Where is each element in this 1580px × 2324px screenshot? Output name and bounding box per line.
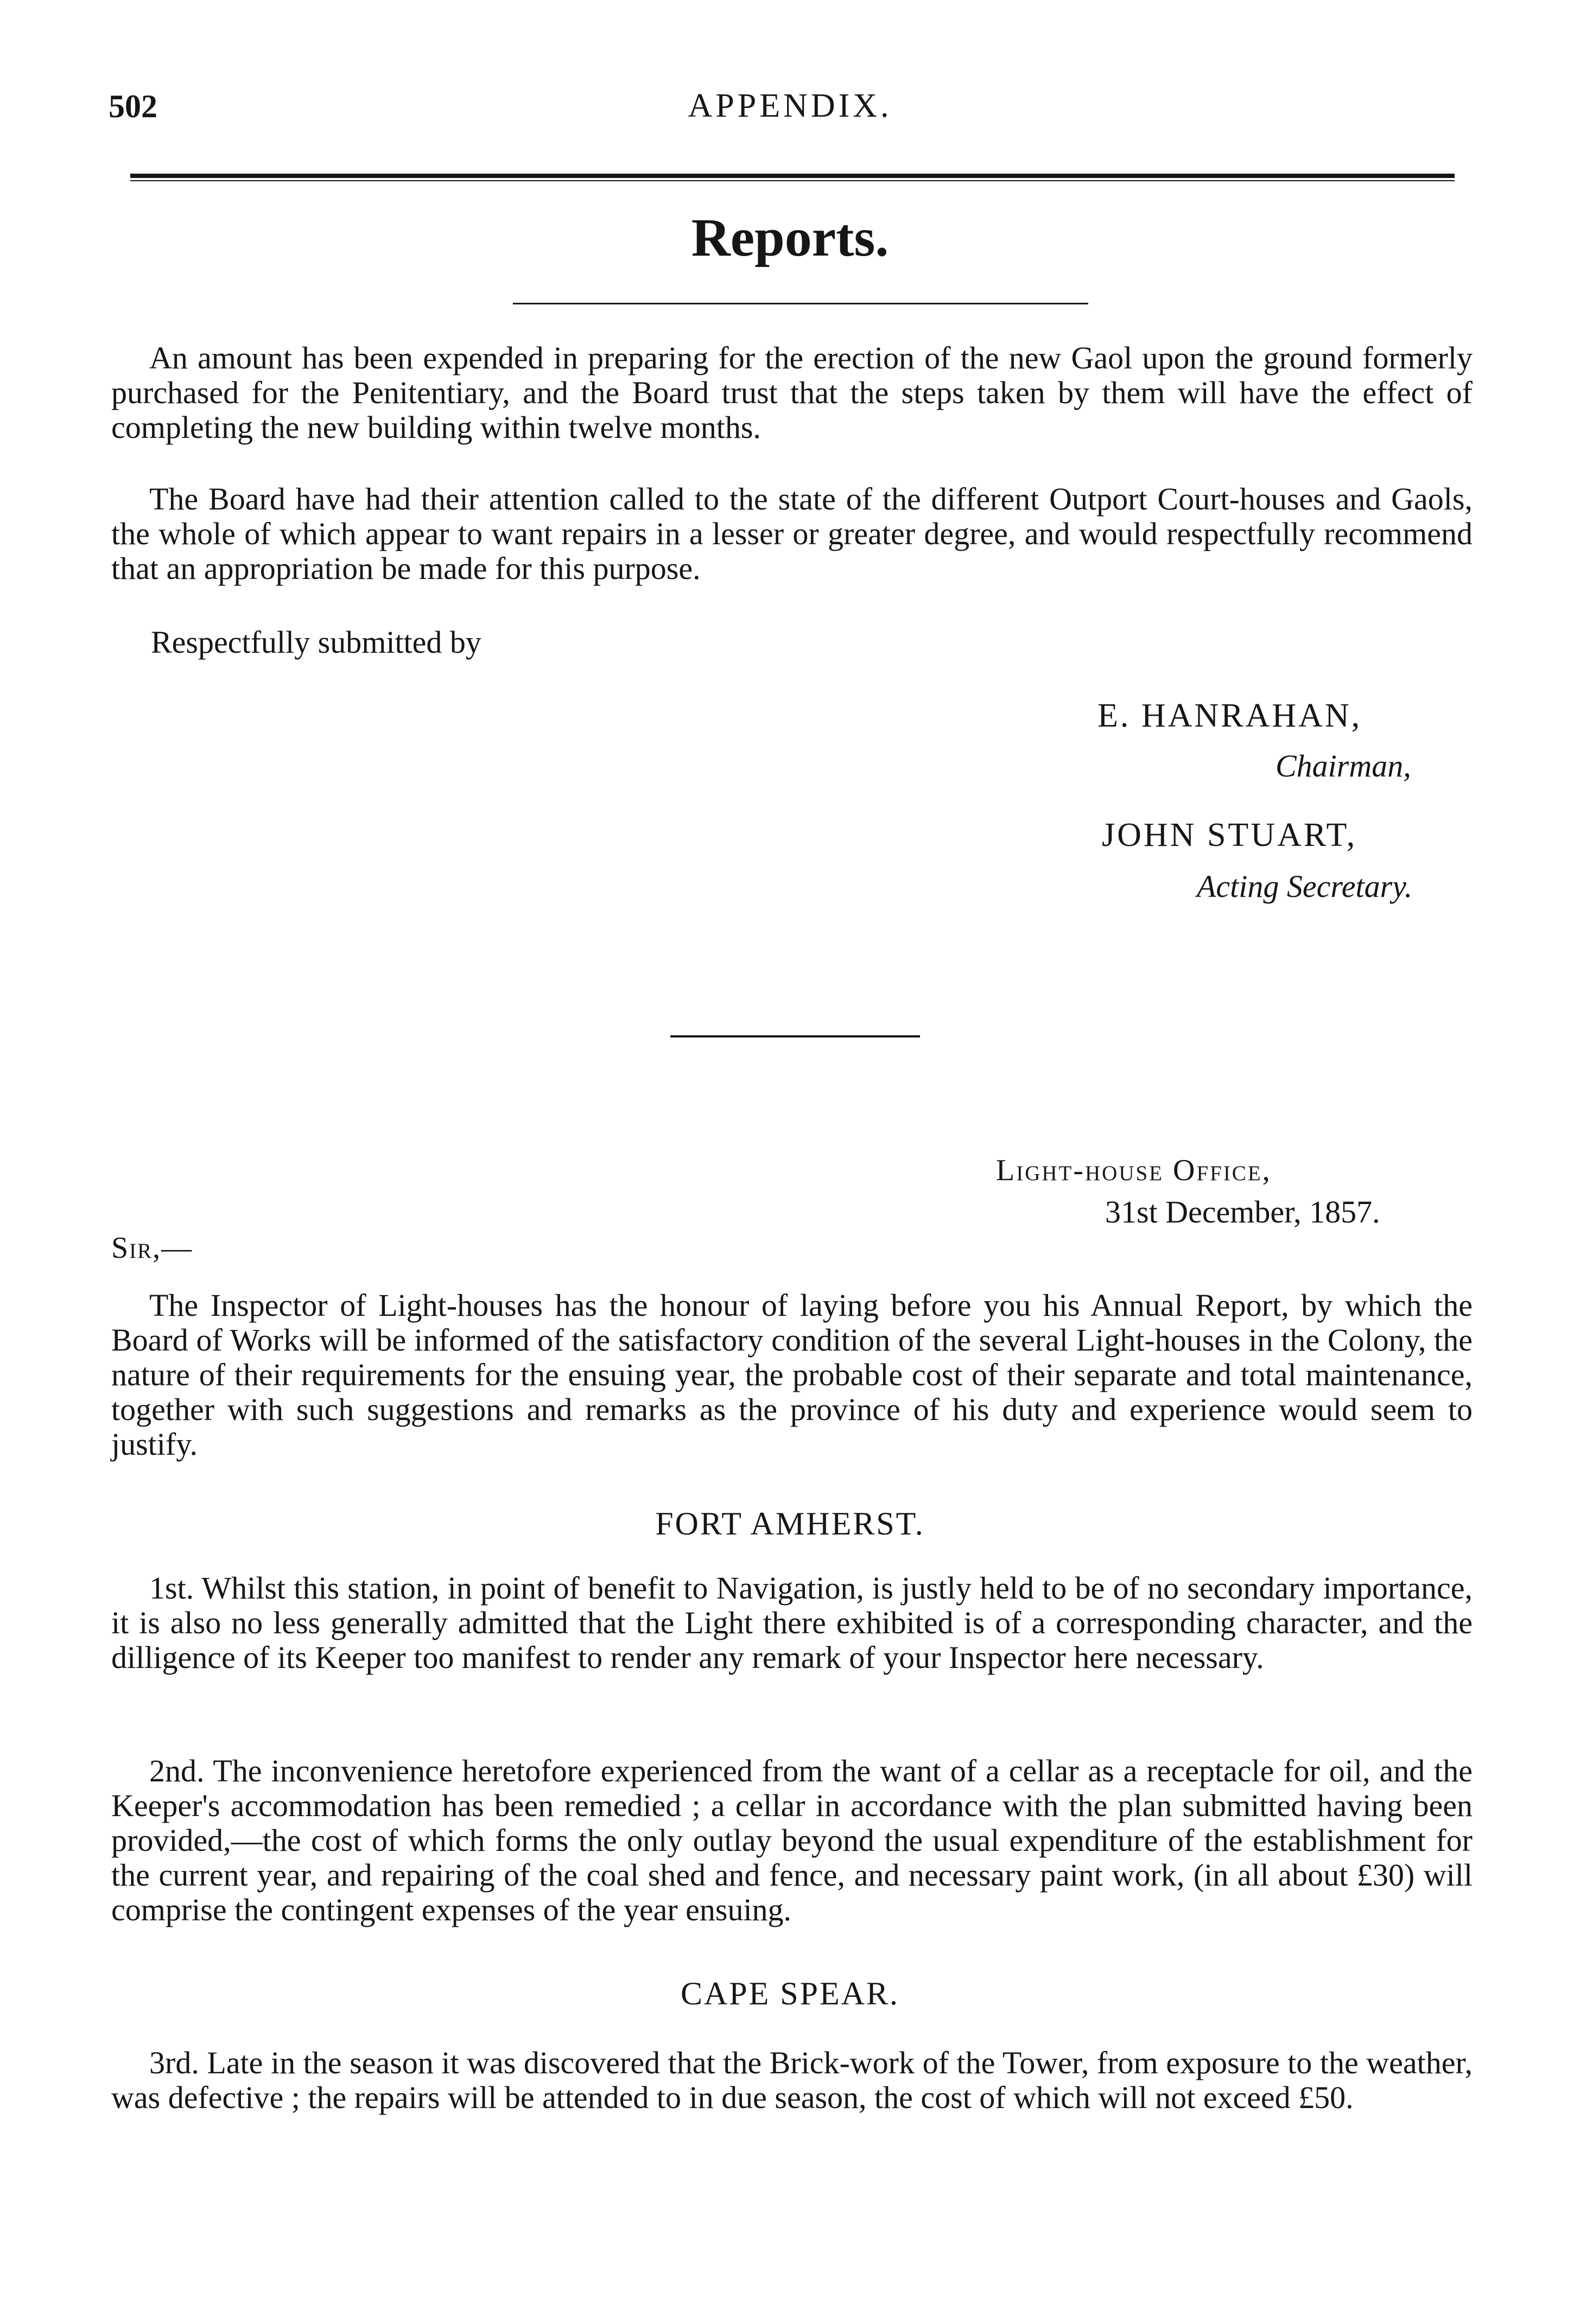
paragraph-outport: The Board have had their attention called to the state of the different Outport Court-houses and Gaols, the whole of which appear to want repairs in a lesser or greater degree, and would respectfully recommend that an appropriation be made for this purpose. [111, 481, 1473, 586]
heading-cape-spear: CAPE SPEAR. [680, 1976, 900, 2011]
signature-secretary-name: JOHN STUART, [1102, 817, 1357, 854]
signature-chairman-name: E. HANRAHAN, [1097, 697, 1362, 734]
respectfully-submitted: Respectfully submitted by [151, 625, 481, 660]
header-rule [130, 174, 1455, 181]
letter-salutation: Sir,— [111, 1231, 193, 1265]
paragraph-2nd: 2nd. The inconvenience heretofore experienced from the want of a cellar as a receptacle for oil, and the Keeper's accommodation has been remedied ; a cellar in accordance with the plan submitted having been provided,—the cost of which forms the only outlay beyond the usual expenditure of the establishment for the current year, and repairing of the coal shed and fence, and necessary paint work, (in all about £30) will comprise the contingent expenses of the year ensuing. [111, 1753, 1473, 1927]
paragraph-1st: 1st. Whilst this station, in point of benefit to Navigation, is justly held to be of no secondary importance, it is also no less generally admitted that the Light there exhibited is of a corresponding character, and the dilligence of its Keeper too manifest to render any remark of your Inspector here necessary. [111, 1570, 1473, 1675]
running-head: APPENDIX. [688, 87, 892, 124]
heading-fort-amherst: FORT AMHERST. [655, 1506, 925, 1542]
divider-rule [670, 1035, 920, 1037]
signature-secretary-role: Acting Secretary. [1197, 869, 1413, 904]
page-number: 502 [109, 88, 157, 124]
letter-intro: The Inspector of Light-houses has the honour of laying before you his Annual Report, by which the Board of Works will be informed of the satisfactory condition of the several Light-houses in the Colony, the nature of their requirements for the ensuing year, the probable cost of their separate and total maintenance, together with such suggestions and remarks as the province of his duty and experience would seem to justify. [111, 1288, 1473, 1462]
letter-office: Light-house Office, [996, 1154, 1272, 1187]
paragraph-gaol: An amount has been expended in preparing for the erection of the new Gaol upon the ground formerly purchased for the Penitentiary, and the Board trust that the steps taken by them will have the effect of completing the new building within twelve months. [111, 340, 1473, 445]
section-title: Reports. [691, 207, 889, 268]
paragraph-3rd: 3rd. Late in the season it was discovered that the Brick-work of the Tower, from exposure to the weather, was defective ; the repairs will be attended to in due season, the cost of which will not exceed £50. [111, 2045, 1473, 2115]
signature-chairman-role: Chairman, [1276, 748, 1411, 784]
letter-date: 31st December, 1857. [1105, 1194, 1380, 1230]
section-rule [513, 303, 1088, 304]
